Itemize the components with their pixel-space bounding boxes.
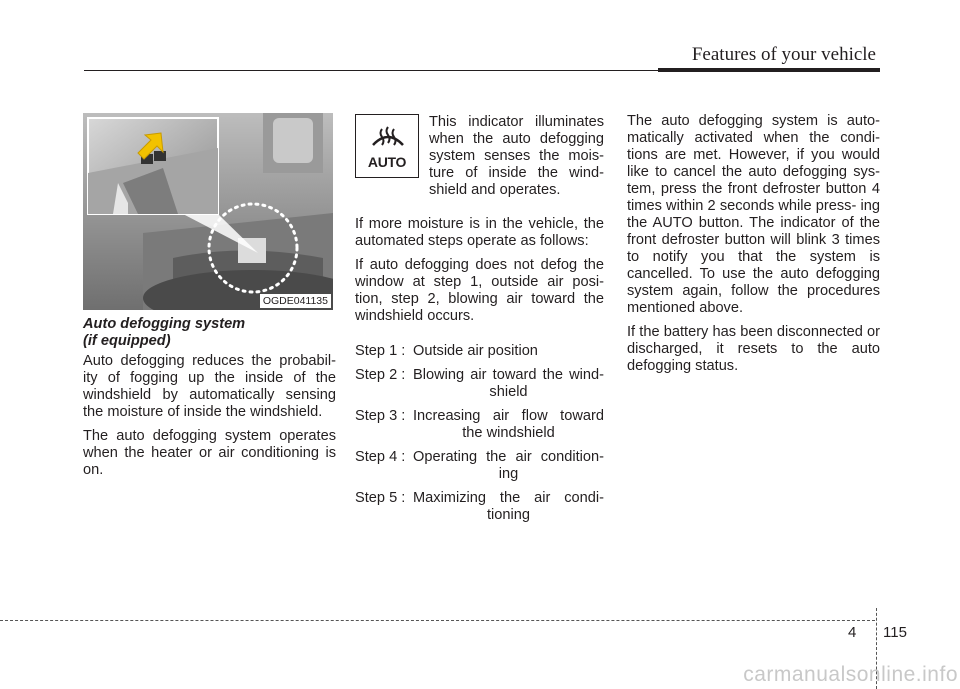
step-label: Step 4 : xyxy=(355,449,406,465)
step-line1: Outside air position xyxy=(413,343,538,359)
auto-defog-icon xyxy=(355,114,419,178)
step-line2: tioning xyxy=(486,507,530,523)
step-item xyxy=(355,449,604,483)
section-title xyxy=(83,316,245,350)
sensor-photo-illustration xyxy=(83,113,333,310)
section-title-line2: (if equipped) xyxy=(83,333,171,349)
right-column-body xyxy=(627,113,880,382)
steps-list xyxy=(355,343,604,531)
figure-caption: OGDE041135 xyxy=(260,294,331,308)
step-item xyxy=(355,367,604,401)
left-column-body xyxy=(83,353,336,486)
icon-label: AUTO xyxy=(367,154,407,170)
header-title: Features of your vehicle xyxy=(691,44,876,65)
step-line2: shield xyxy=(489,384,528,400)
paragraph: The auto defogging system is auto- matically activated when the condi- tions are met. However, if you would like to cancel the auto defogging sys- tem, press the front defroster button 4 times within 2 seconds while press- ing the AUTO button. The indicator of the front defroster button will blink 3 times to notify you that the system is cancelled. To use the auto defogging system again, follow the procedures mentioned above. xyxy=(627,113,880,316)
step-text xyxy=(413,367,604,401)
paragraph: If the battery has been disconnected or discharged, it resets to the auto defogging status. xyxy=(627,324,880,374)
step-text xyxy=(413,490,604,524)
step-item xyxy=(355,490,604,524)
step-line1: Maximizing the air condi- xyxy=(413,490,604,506)
step-label: Step 3 : xyxy=(355,408,406,424)
step-line1: Operating the air condition- xyxy=(413,449,604,465)
step-label: Step 1 : xyxy=(355,343,406,359)
middle-column-body xyxy=(355,216,604,332)
paragraph: If auto defogging does not defog the window at step 1, outside air posi- tion, step 2, blowing air toward the windshield occurs. xyxy=(355,257,604,324)
step-text xyxy=(413,449,604,483)
sensor-photo xyxy=(83,113,333,310)
watermark: carmanualsonline.info xyxy=(743,663,958,686)
indicator-description: This indicator illuminates when the auto defogging system senses the mois- ture of inside the wind- shield and operates. xyxy=(429,114,604,198)
step-line2: ing xyxy=(498,466,519,482)
windshield-heat-icon xyxy=(356,115,420,155)
header-bar xyxy=(658,68,880,72)
section-title-line1: Auto defogging system xyxy=(83,316,246,332)
step-line1: Increasing air flow toward xyxy=(413,408,604,424)
page-number: 115 xyxy=(883,624,907,641)
paragraph: If more moisture is in the vehicle, the automated steps operate as follows: xyxy=(355,216,604,249)
step-item xyxy=(355,343,604,360)
step-label: Step 5 : xyxy=(355,490,406,506)
step-line2: the windshield xyxy=(462,425,555,441)
step-item xyxy=(355,408,604,442)
step-line1: Blowing air toward the wind- xyxy=(413,367,604,383)
paragraph: The auto defogging system operates when the heater or air conditioning is on. xyxy=(83,428,336,478)
step-label: Step 2 : xyxy=(355,367,406,383)
chapter-number: 4 xyxy=(848,624,857,641)
footer-rule xyxy=(0,620,875,621)
step-text xyxy=(413,343,604,360)
step-text xyxy=(413,408,604,442)
paragraph: Auto defogging reduces the probabil- ity of fogging up the inside of the windshield by automatically sensing the moisture of inside the windshield. xyxy=(83,353,336,420)
